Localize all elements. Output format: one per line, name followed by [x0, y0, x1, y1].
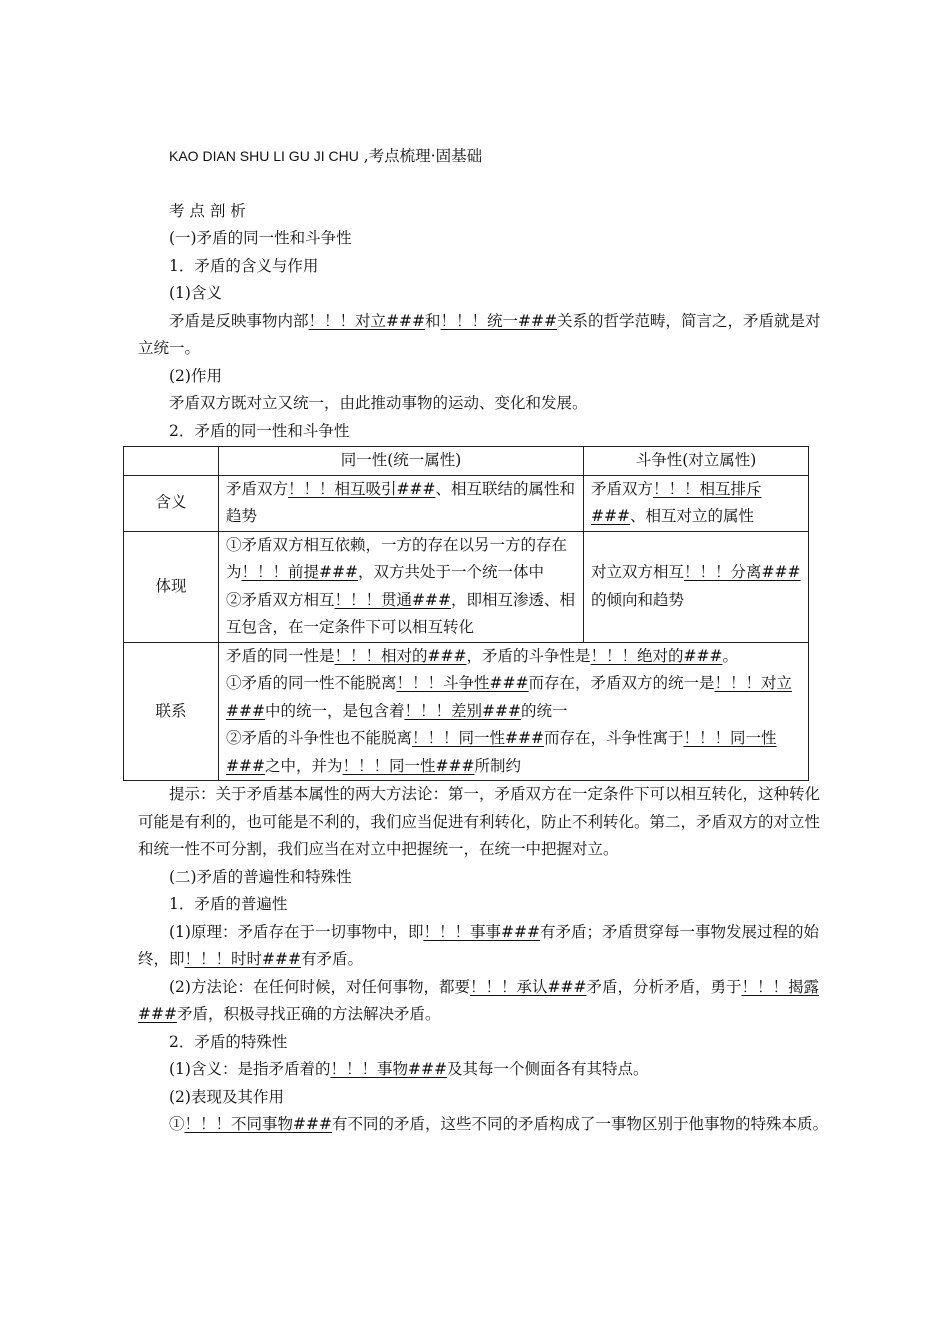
table-corner: [124, 447, 219, 476]
col-header-struggle: 斗争性(对立属性): [584, 447, 809, 476]
blank-answer: ！！！同一性###: [412, 729, 544, 747]
cell-line: [226, 587, 576, 642]
item1-paragraph: [138, 1111, 828, 1139]
cell-line: [226, 532, 576, 587]
contradiction-table: [123, 446, 809, 781]
particularity-meaning: [138, 1056, 828, 1084]
cell-line: [226, 643, 801, 671]
text-run: 有矛盾；矛盾贯穿每一事物发展过程的始终，即: [138, 922, 819, 968]
cell-hanyi-identity: [219, 475, 584, 531]
row-label-lianxi: 联系: [124, 642, 219, 781]
text-run: 矛盾双方: [591, 479, 654, 498]
cell-line: [226, 670, 801, 725]
blank-answer: ！！！差别###: [404, 701, 521, 720]
blank-answer: ！！！同一性###: [342, 756, 475, 775]
part2-sub2: 2．矛盾的特殊性: [169, 1032, 288, 1051]
text-run: ②矛盾双方相互: [226, 590, 335, 609]
document-page: [138, 143, 828, 1139]
blank-answer: ！！！统一###: [440, 311, 557, 330]
text-run: ②矛盾的斗争性也不能脱离: [226, 729, 413, 747]
blank-answer: ！！！相对的###: [334, 646, 467, 665]
text-run: 矛盾双方: [226, 479, 289, 498]
blank-answer: ！！！时时###: [184, 950, 301, 968]
text-run: 而存在，斗争性寓于: [543, 729, 684, 747]
text-run: (1)原理：矛盾存在于一切事物中，即: [169, 922, 424, 941]
perf-label: (2)表现及其作用: [169, 1087, 284, 1106]
text-run: 关系的哲学范畴，简言之，矛盾就是对立统一。: [138, 311, 821, 357]
text-run: ，双方共处于一个统一体中: [357, 563, 544, 581]
meaning-label: (1)含义: [169, 284, 222, 302]
principle-paragraph: [138, 919, 828, 974]
blank-answer: ！！！分离###: [684, 563, 801, 581]
blank-answer: ！！！相互吸引###: [288, 479, 436, 498]
text-run: ，即相互渗透、相互包含，在一定条件下可以相互转化: [226, 590, 575, 636]
text-run: 对立双方相互: [591, 563, 685, 581]
part1-sub2: 2．矛盾的同一性和斗争性: [169, 421, 350, 440]
table-row: [124, 475, 809, 531]
text-run: (2)方法论：在任何时候，对任何事物，都要: [169, 977, 470, 996]
cell-lianxi: [219, 642, 809, 781]
text-run: 所制约: [474, 756, 521, 775]
row-label-hanyi: 含义: [124, 475, 219, 531]
meaning-paragraph: [138, 308, 828, 363]
text-run: 而存在，矛盾双方的统一是: [528, 674, 715, 692]
text-run: 中的统一，是包含着: [264, 701, 405, 720]
blank-answer: ！！！贯通###: [334, 590, 451, 609]
cell-tixian-struggle: [584, 531, 809, 642]
text-run: 矛盾是反映事物内部: [169, 311, 309, 330]
text-run: 有矛盾。: [300, 950, 363, 968]
part1-heading: (一)矛盾的同一性和斗争性: [169, 229, 352, 247]
role-label: (2)作用: [169, 366, 222, 385]
blank-answer: ！！！斗争性###: [396, 674, 529, 692]
blank-answer: ！！！事物###: [330, 1060, 447, 1078]
part2-heading: (二)矛盾的普遍性和特殊性: [169, 867, 352, 886]
section-title: 考 点 剖 析: [169, 201, 246, 220]
tip-paragraph: 提示：关于矛盾基本属性的两大方法论：第一，矛盾双方在一定条件下可以相互转化，这种转化可能是有利的，也可能是不利的，我们应当促进有利转化，防止不利转化。第二，矛盾双方的对立性和统一性不可分割，我们应当在对立中把握统一，在统一中把握对立。: [138, 785, 821, 858]
blank-answer: ！！！事事###: [423, 922, 540, 941]
blank-answer: ！！！对立###: [308, 311, 425, 330]
cell-line: [226, 725, 801, 780]
part1-sub1: 1．矛盾的含义与作用: [169, 256, 319, 275]
text-run: 之中，并为: [264, 756, 343, 775]
text-run: 矛盾，积极寻找正确的方法解决矛盾。: [176, 1005, 441, 1023]
text-run: 的统一: [520, 701, 568, 720]
header-pinyin: KAO DIAN SHU LI GU JI CHU: [169, 148, 359, 164]
table-header-row: [124, 447, 809, 476]
cell-tixian-identity: [219, 531, 584, 642]
table-row: [124, 642, 809, 781]
text-run: ①: [169, 1115, 185, 1133]
role-paragraph: 矛盾双方既对立又统一，由此推动事物的运动、变化和发展。: [169, 394, 588, 412]
col-header-identity: 同一性(统一属性): [219, 447, 584, 476]
blank-answer: ！！！承认###: [469, 977, 587, 996]
part2-sub1: 1．矛盾的普遍性: [169, 895, 288, 913]
blank-answer: ！！！对立###: [226, 674, 793, 720]
table-row: [124, 531, 809, 642]
blank-answer: ！！！前提###: [241, 563, 358, 581]
text-run: 、相互对立的属性: [629, 507, 754, 525]
row-label-tixian: 体现: [124, 531, 219, 642]
text-run: 。: [722, 646, 738, 665]
cell-hanyi-struggle: [584, 475, 809, 531]
text-run: ①矛盾双方相互依赖，一方的存在以另一方的存在为: [226, 535, 568, 581]
blank-answer: ！！！同一性###: [226, 729, 777, 775]
text-run: 、相互联结的属性和趋势: [226, 479, 575, 525]
blank-answer: ！！！不同事物###: [184, 1115, 332, 1133]
text-run: ①矛盾的同一性不能脱离: [226, 674, 397, 692]
text-run: 和: [424, 311, 441, 330]
text-run: 矛盾的同一性是: [226, 646, 335, 665]
text-run: (1)含义：是指矛盾着的: [169, 1060, 331, 1078]
text-run: 及其每一个侧面各有其特点。: [446, 1060, 649, 1078]
text-run: 有不同的矛盾，这些不同的矛盾构成了一事物区别于他事物的特殊本质。: [331, 1115, 828, 1133]
page-header: [138, 143, 828, 171]
text-run: 的倾向和趋势: [591, 590, 685, 609]
text-run: 矛盾，分析矛盾，勇于: [586, 977, 742, 996]
blank-answer: ！！！相互排斥###: [591, 479, 762, 525]
blank-answer: ！！！揭露###: [138, 977, 819, 1023]
text-run: ，矛盾的斗争性是: [466, 646, 591, 665]
method-paragraph: [138, 974, 828, 1029]
header-title: ,考点梳理·固基础: [358, 147, 483, 165]
blank-answer: ！！！绝对的###: [590, 646, 723, 665]
